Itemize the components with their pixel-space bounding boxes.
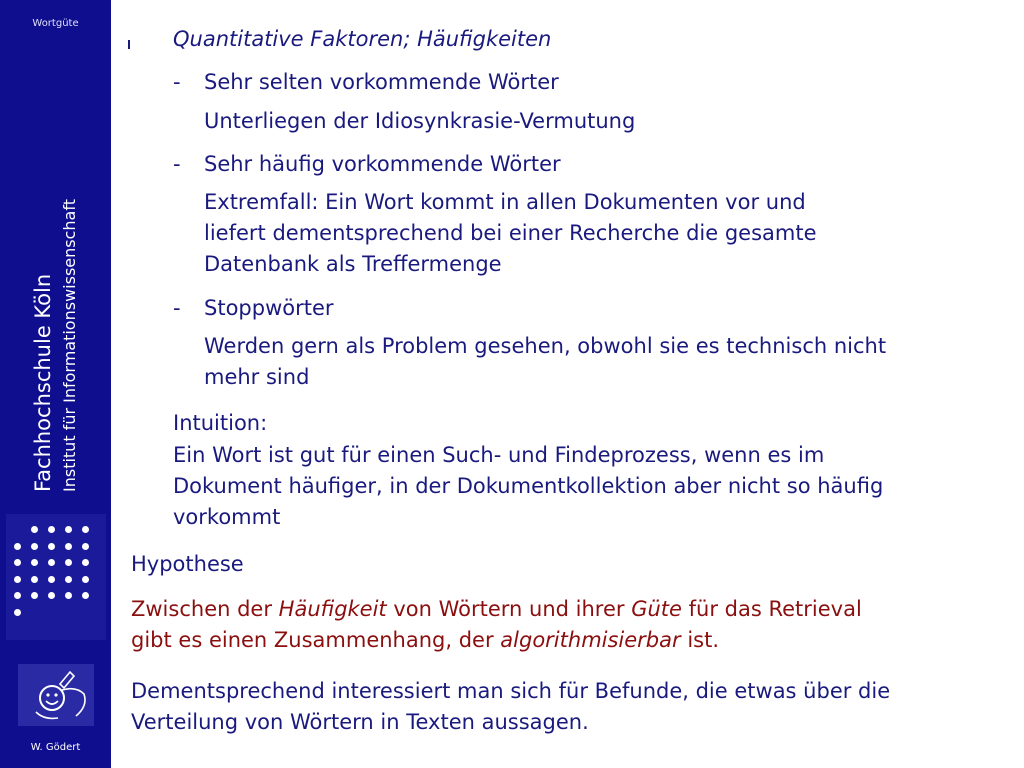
item-title: Stoppwörter [204,296,334,320]
item-text: Datenbank als Treffermenge [204,252,502,276]
emphasis: algorithmisierbar [500,628,681,652]
item-dash: - [173,70,181,94]
slide-heading: Quantitative Faktoren; Häufigkeiten [173,27,552,51]
sidebar-header-label: Wortgüte [32,18,79,29]
item-dash: - [173,296,181,320]
bullet-marker [128,40,130,49]
department-name: Institut für Informationswissenschaft [60,199,79,492]
item-text: mehr sind [204,365,310,389]
intuition-label: Intuition: [173,411,268,435]
emphasis: Güte [631,597,682,621]
intuition-text: vorkommt [173,505,281,529]
item-text: Extremfall: Ein Wort kommt in allen Dokumenten vor und [204,190,806,214]
item-title: Sehr häufig vorkommende Wörter [204,152,561,176]
item-text: Unterliegen der Idiosynkrasie-Vermutung [204,109,636,133]
item-dash: - [173,152,181,176]
item-text: liefert dementsprechend bei einer Recherche die gesamte [204,221,817,245]
item-title: Sehr selten vorkommende Wörter [204,70,559,94]
hypothesis-line-1: Zwischen der Häufigkeit von Wörtern und ihrer Güte für das Retrieval [131,597,862,621]
conclusion-text: Dementsprechend interessiert man sich für Befunde, die etwas über die [131,679,891,703]
intuition-text: Ein Wort ist gut für einen Such- und Findeprozess, wenn es im [173,443,825,467]
author-name: W. Gödert [30,742,81,753]
hypothesis-line-2: gibt es einen Zusammenhang, der algorithmisierbar ist. [131,628,720,652]
institution-name: Fachhochschule Köln [31,273,55,492]
conclusion-text: Verteilung von Wörtern in Texten aussagen. [131,710,589,734]
hypothesis-label: Hypothese [131,552,244,576]
item-text: Werden gern als Problem gesehen, obwohl sie es technisch nicht [204,334,887,358]
emphasis: Häufigkeit [278,597,387,621]
intuition-text: Dokument häufiger, in der Dokumentkollektion aber nicht so häufig [173,474,884,498]
